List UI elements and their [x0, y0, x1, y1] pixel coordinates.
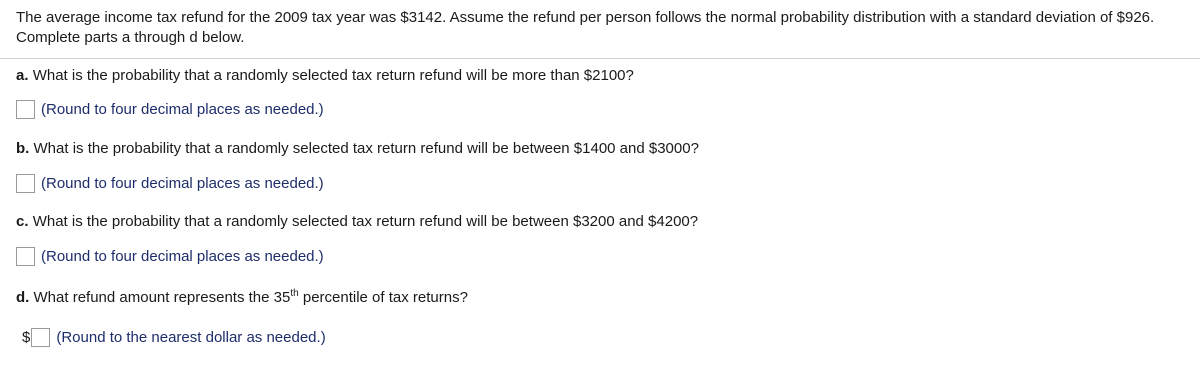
question-c-label: c.	[16, 213, 29, 230]
question-d-text-after: percentile of tax returns?	[298, 289, 468, 306]
answer-b-input[interactable]	[16, 174, 35, 193]
question-c	[16, 212, 698, 232]
answer-d-hint: (Round to the nearest dollar as needed.)	[56, 328, 326, 346]
problem-statement: The average income tax refund for the 2009 tax year was $3142. Assume the refund per person follows the normal probability distribution with a standard deviation of $926. Complete parts a through d below.	[16, 9, 1155, 46]
question-c-text: What is the probability that a randomly selected tax return refund will be between $3200 and $4200?	[32, 213, 699, 230]
answer-c-hint: (Round to four decimal places as needed.)	[41, 247, 324, 265]
dollar-prefix: $	[22, 328, 31, 346]
question-a-text: What is the probability that a randomly selected tax return refund will be more than $2100?	[32, 67, 634, 84]
answer-c-input[interactable]	[16, 247, 35, 266]
answer-b-hint: (Round to four decimal places as needed.)	[41, 174, 324, 192]
answer-row-d	[22, 326, 326, 348]
question-d	[16, 288, 468, 308]
question-d-superscript: th	[290, 288, 299, 299]
question-a-label: a.	[16, 67, 29, 84]
question-a	[16, 66, 634, 86]
answer-row-c	[16, 245, 324, 267]
answer-row-a	[16, 98, 324, 120]
question-d-text-before: What refund amount represents the 35	[33, 289, 291, 306]
answer-a-input[interactable]	[16, 100, 35, 119]
question-d-label: d.	[16, 289, 30, 306]
question-b-text: What is the probability that a randomly selected tax return refund will be between $1400 and $3000?	[33, 140, 699, 157]
answer-a-hint: (Round to four decimal places as needed.)	[41, 100, 324, 118]
question-b	[16, 139, 699, 159]
answer-row-b	[16, 172, 324, 194]
answer-d-input[interactable]	[31, 328, 50, 347]
divider	[0, 58, 1200, 59]
question-b-label: b.	[16, 140, 30, 157]
